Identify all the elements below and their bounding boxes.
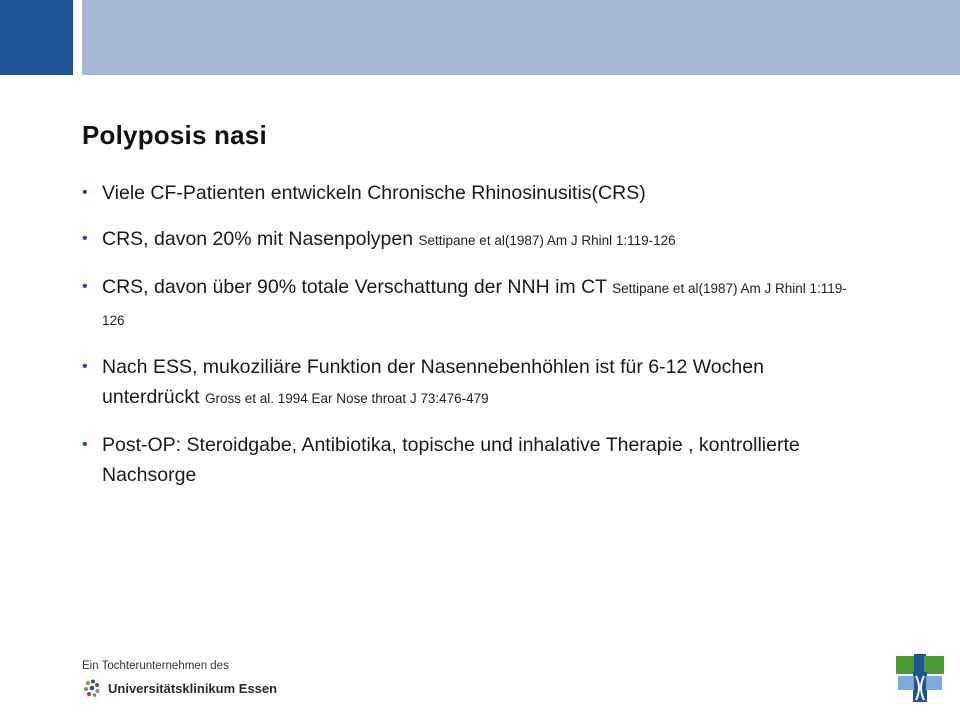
university-logo-icon	[82, 678, 102, 698]
bullet-reference: Settipane et al(1987) Am J Rhinl 1:119-126	[102, 281, 847, 328]
bullet-item	[82, 430, 862, 490]
bullet-text: Nach ESS, mukoziliäre Funktion der Nasennebenhöhlen ist für 6-12 Wochen unterdrückt	[102, 356, 764, 408]
header-bar-light	[82, 0, 960, 75]
footer-brand-name: Universitätsklinikum Essen	[108, 680, 278, 696]
bullet-item	[82, 224, 862, 256]
bullet-icon: •	[82, 230, 88, 247]
bullet-icon: •	[82, 184, 88, 201]
bullet-text: CRS, davon 20% mit Nasenpolypen	[102, 228, 419, 250]
clinic-cross-logo-icon	[896, 654, 944, 704]
bullet-icon: •	[82, 358, 88, 375]
bullet-text: Viele CF-Patienten entwickeln Chronische Rhinosinusitis(CRS)	[102, 182, 646, 204]
bullet-list	[82, 178, 862, 506]
footer-subtitle: Ein Tochterunternehmen des	[82, 660, 229, 672]
bullet-icon: •	[82, 436, 88, 453]
bullet-reference: Settipane et al(1987) Am J Rhinl 1:119-126	[418, 233, 676, 248]
footer-brand	[82, 678, 277, 698]
header-bar-dark	[0, 0, 73, 75]
bullet-item	[82, 178, 862, 208]
bullet-item	[82, 352, 862, 414]
slide-title: Polyposis nasi	[82, 120, 267, 150]
bullet-reference: Gross et al. 1994 Ear Nose throat J 73:476-479	[204, 391, 489, 406]
bullet-icon: •	[82, 278, 88, 295]
bullet-text: Post-OP: Steroidgabe, Antibiotika, topische und inhalative Therapie , kontrollierte Nachsorge	[102, 434, 800, 486]
bullet-text: CRS, davon über 90% totale Verschattung der NNH im CT	[102, 276, 613, 298]
bullet-item	[82, 272, 862, 336]
